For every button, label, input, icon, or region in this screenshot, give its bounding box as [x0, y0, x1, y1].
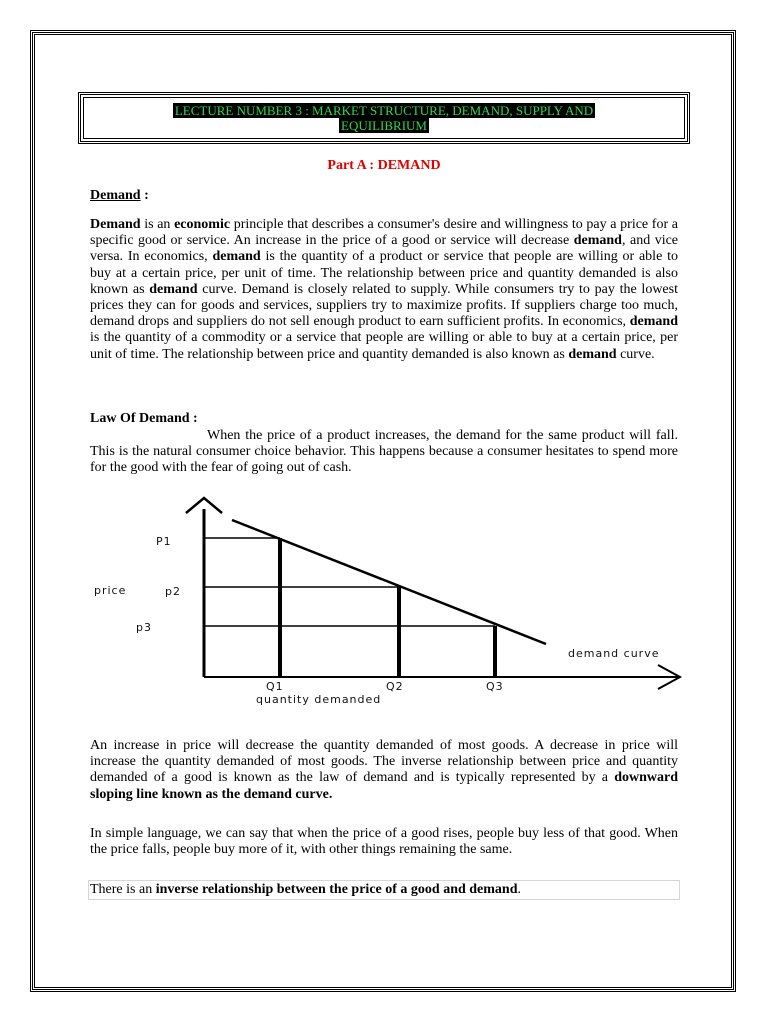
- y-axis-label: price: [94, 584, 127, 597]
- lecture-title-box: [80, 94, 688, 142]
- demand-paragraph-text: curve. Demand is closely related to supply. While consumers try to pay the lowest prices they can for goods and services, suppliers try to maximize profits. If suppliers charge too much, demand drops and suppliers do not sell enough product to earn sufficient profits. In economics,: [90, 281, 678, 330]
- part-heading: Part A : DEMAND: [327, 158, 441, 173]
- demand-paragraph-text: is the quantity of a commodity or a service that people are willing or able to buy at a certain price, per unit of time. The relationship between price and quantity demanded is also known as: [90, 330, 678, 362]
- tick-label-p3: p3: [136, 621, 152, 634]
- demand-paragraph-text: principle that describes a consumer's desire and willingness to pay a price for a specific good or service. An increase in the price of a good or service will decrease: [90, 217, 678, 249]
- demand-paragraph: [90, 217, 678, 363]
- demand-curve-label: demand curve: [568, 647, 660, 660]
- demand-paragraph-bold: demand: [149, 281, 198, 297]
- tick-label-q2: Q2: [386, 680, 404, 693]
- inverse-box-suffix: .: [517, 882, 522, 897]
- demand-heading-colon: :: [140, 188, 149, 203]
- demand-curve-chart: [80, 495, 730, 715]
- tick-label-q1: Q1: [266, 680, 284, 693]
- demand-paragraph-bold: demand: [629, 314, 678, 330]
- demand-paragraph-text: curve.: [616, 346, 655, 362]
- law-of-demand-heading: Law Of Demand :: [90, 411, 198, 426]
- demand-paragraph-text: is an: [140, 217, 175, 232]
- demand-paragraph-bold: Demand: [90, 217, 141, 232]
- inverse-relationship-paragraph: [90, 738, 678, 803]
- demand-paragraph-bold: demand: [568, 346, 617, 362]
- lecture-title: [124, 103, 644, 133]
- demand-paragraph-bold: economic: [174, 217, 231, 232]
- inverse-box-prefix: There is an: [90, 882, 156, 897]
- demand-heading: [90, 188, 149, 204]
- tick-label-p1: P1: [156, 535, 172, 548]
- demand-heading-text: Demand: [90, 188, 141, 203]
- lecture-title-line2: EQUILIBRIUM: [341, 118, 427, 133]
- x-axis-label: quantity demanded: [256, 693, 382, 706]
- lecture-title-line1: LECTURE NUMBER 3 : MARKET STRUCTURE, DEMAND, SUPPLY AND: [174, 103, 594, 118]
- demand-paragraph-bold: demand: [212, 249, 261, 265]
- demand-curve-svg: [80, 495, 730, 715]
- demand-paragraph-bold: demand: [573, 233, 622, 249]
- tick-label-p2: p2: [165, 585, 181, 598]
- simple-language-paragraph: In simple language, we can say that when the price of a good rises, people buy less of that good. When the price falls, people buy more of it, with other things remaining the same.: [90, 826, 678, 858]
- inverse-box-bold: inverse relationship between the price of a good and demand: [155, 882, 518, 897]
- demand-paragraph-text: is the quantity of a product or service that people are willing or able to buy at a certain price, per unit of time. The relationship between price and quantity demanded is also known as: [90, 249, 678, 297]
- law-of-demand-paragraph: When the price of a product increases, the demand for the same product will fall. This is the natural consumer choice behavior. This happens because a consumer hesitates to spend more for the good with the fear of going out of cash.: [90, 428, 678, 476]
- tick-label-q3: Q3: [486, 680, 504, 693]
- inverse-paragraph-bold: downward sloping line known as the demand curve.: [90, 770, 678, 802]
- demand-paragraph-text: , and vice versa. In economics,: [90, 233, 679, 265]
- inverse-paragraph-text: An increase in price will decrease the quantity demanded of most goods. A decrease in price will increase the quantity demanded of most goods. The inverse relationship between price and quantity demanded of a good is known as the law of demand and is typically represented by a: [90, 738, 678, 786]
- inverse-relationship-box: [88, 880, 680, 900]
